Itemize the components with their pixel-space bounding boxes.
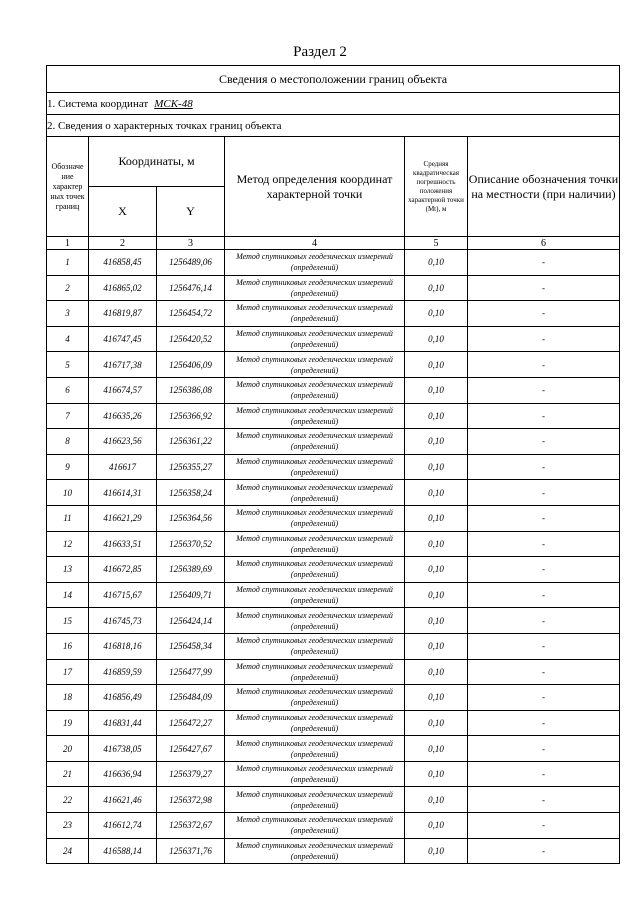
mean-error: 0,10 xyxy=(405,377,468,403)
table-row xyxy=(47,608,620,634)
section-title: Раздел 2 xyxy=(293,44,347,60)
coord-x: 416636,94 xyxy=(89,761,157,787)
description: - xyxy=(468,659,620,685)
method: Метод спутниковых геодезических измерений (определений) xyxy=(225,326,405,352)
method: Метод спутниковых геодезических измерений (определений) xyxy=(225,480,405,506)
point-number: 24 xyxy=(47,838,89,864)
coord-x: 416612,74 xyxy=(89,813,157,839)
method: Метод спутниковых геодезических измерений (определений) xyxy=(225,813,405,839)
coord-x: 416717,38 xyxy=(89,352,157,378)
point-number: 23 xyxy=(47,813,89,839)
method: Метод спутниковых геодезических измерений (определений) xyxy=(225,633,405,659)
coord-y: 1256477,99 xyxy=(157,659,225,685)
point-number: 13 xyxy=(47,557,89,583)
point-number: 7 xyxy=(47,403,89,429)
point-number: 18 xyxy=(47,685,89,711)
description: - xyxy=(468,582,620,608)
method: Метод спутниковых геодезических измерений (определений) xyxy=(225,250,405,276)
method: Метод спутниковых геодезических измерений (определений) xyxy=(225,838,405,864)
point-number: 2 xyxy=(47,275,89,301)
column-number: 3 xyxy=(157,237,225,250)
mean-error: 0,10 xyxy=(405,761,468,787)
table-title: Сведения о местоположении границ объекта xyxy=(47,66,620,93)
coord-y: 1256364,56 xyxy=(157,505,225,531)
point-number: 11 xyxy=(47,505,89,531)
coord-y: 1256389,69 xyxy=(157,557,225,583)
mean-error: 0,10 xyxy=(405,557,468,583)
table-row xyxy=(47,326,620,352)
table-row xyxy=(47,275,620,301)
description: - xyxy=(468,633,620,659)
description: - xyxy=(468,531,620,557)
coord-y: 1256361,22 xyxy=(157,429,225,455)
mean-error: 0,10 xyxy=(405,787,468,813)
point-number: 22 xyxy=(47,787,89,813)
table-row xyxy=(47,301,620,327)
description: - xyxy=(468,710,620,736)
point-number: 4 xyxy=(47,326,89,352)
mean-error: 0,10 xyxy=(405,429,468,455)
method: Метод спутниковых геодезических измерений (определений) xyxy=(225,352,405,378)
header-error: Средняя квадратическая погрешность положения характерной точки (Mt), м xyxy=(405,137,468,237)
mean-error: 0,10 xyxy=(405,710,468,736)
point-number: 20 xyxy=(47,736,89,762)
method: Метод спутниковых геодезических измерений (определений) xyxy=(225,685,405,711)
point-number: 15 xyxy=(47,608,89,634)
point-number: 8 xyxy=(47,429,89,455)
mean-error: 0,10 xyxy=(405,301,468,327)
point-number: 1 xyxy=(47,250,89,276)
coord-y: 1256420,52 xyxy=(157,326,225,352)
table-row xyxy=(47,377,620,403)
table-row xyxy=(47,736,620,762)
mean-error: 0,10 xyxy=(405,352,468,378)
description: - xyxy=(468,326,620,352)
coord-x: 416818,16 xyxy=(89,633,157,659)
method: Метод спутниковых геодезических измерений (определений) xyxy=(225,557,405,583)
mean-error: 0,10 xyxy=(405,275,468,301)
mean-error: 0,10 xyxy=(405,454,468,480)
table-row xyxy=(47,685,620,711)
table-row xyxy=(47,813,620,839)
point-number: 6 xyxy=(47,377,89,403)
point-number: 5 xyxy=(47,352,89,378)
column-numbers-row xyxy=(47,237,620,250)
point-number: 21 xyxy=(47,761,89,787)
description: - xyxy=(468,787,620,813)
description: - xyxy=(468,685,620,711)
header-description: Описание обозначения точки на местности (при наличии) xyxy=(468,137,620,237)
coord-y: 1256371,76 xyxy=(157,838,225,864)
table-row xyxy=(47,582,620,608)
column-number: 2 xyxy=(89,237,157,250)
method: Метод спутниковых геодезических измерений (определений) xyxy=(225,403,405,429)
description: - xyxy=(468,403,620,429)
table-row xyxy=(47,403,620,429)
description: - xyxy=(468,301,620,327)
points-heading: 2. Сведения о характерных точках границ объекта xyxy=(47,115,620,137)
mean-error: 0,10 xyxy=(405,608,468,634)
description: - xyxy=(468,377,620,403)
coord-y: 1256372,67 xyxy=(157,813,225,839)
coord-system-value: МСК-48 xyxy=(154,97,193,110)
table-row xyxy=(47,557,620,583)
point-number: 3 xyxy=(47,301,89,327)
mean-error: 0,10 xyxy=(405,505,468,531)
table-row xyxy=(47,710,620,736)
coord-x: 416614,31 xyxy=(89,480,157,506)
coord-x: 416747,45 xyxy=(89,326,157,352)
point-number: 10 xyxy=(47,480,89,506)
method: Метод спутниковых геодезических измерений (определений) xyxy=(225,787,405,813)
column-number: 1 xyxy=(47,237,89,250)
mean-error: 0,10 xyxy=(405,838,468,864)
coord-y: 1256427,67 xyxy=(157,736,225,762)
point-number: 14 xyxy=(47,582,89,608)
boundary-points-table xyxy=(46,65,620,864)
column-number: 5 xyxy=(405,237,468,250)
coord-y: 1256386,08 xyxy=(157,377,225,403)
coord-x: 416745,73 xyxy=(89,608,157,634)
column-number: 4 xyxy=(225,237,405,250)
method: Метод спутниковых геодезических измерений (определений) xyxy=(225,377,405,403)
point-number: 17 xyxy=(47,659,89,685)
method: Метод спутниковых геодезических измерений (определений) xyxy=(225,582,405,608)
table-row xyxy=(47,633,620,659)
method: Метод спутниковых геодезических измерений (определений) xyxy=(225,505,405,531)
table-row xyxy=(47,480,620,506)
coord-system-label: 1. Система координат xyxy=(47,97,149,110)
table-row xyxy=(47,352,620,378)
description: - xyxy=(468,454,620,480)
method: Метод спутниковых геодезических измерений (определений) xyxy=(225,301,405,327)
header-x: X xyxy=(89,187,157,237)
description: - xyxy=(468,505,620,531)
table-row xyxy=(47,531,620,557)
coord-y: 1256476,14 xyxy=(157,275,225,301)
mean-error: 0,10 xyxy=(405,531,468,557)
table-row xyxy=(47,787,620,813)
header-method: Метод определения координат характерной точки xyxy=(225,137,405,237)
mean-error: 0,10 xyxy=(405,250,468,276)
coord-y: 1256366,92 xyxy=(157,403,225,429)
method: Метод спутниковых геодезических измерений (определений) xyxy=(225,454,405,480)
coord-x: 416856,49 xyxy=(89,685,157,711)
header-coords: Координаты, м xyxy=(89,137,225,187)
coord-y: 1256355,27 xyxy=(157,454,225,480)
coord-x: 416715,67 xyxy=(89,582,157,608)
coord-y: 1256406,09 xyxy=(157,352,225,378)
coord-x: 416819,87 xyxy=(89,301,157,327)
coord-x: 416617 xyxy=(89,454,157,480)
point-number: 19 xyxy=(47,710,89,736)
description: - xyxy=(468,813,620,839)
description: - xyxy=(468,761,620,787)
coord-y: 1256424,14 xyxy=(157,608,225,634)
table-row xyxy=(47,429,620,455)
method: Метод спутниковых геодезических измерений (определений) xyxy=(225,761,405,787)
table-row xyxy=(47,838,620,864)
coord-x: 416738,05 xyxy=(89,736,157,762)
coord-x: 416623,56 xyxy=(89,429,157,455)
coord-y: 1256458,34 xyxy=(157,633,225,659)
coord-system-row xyxy=(47,93,620,115)
point-number: 9 xyxy=(47,454,89,480)
coord-y: 1256370,52 xyxy=(157,531,225,557)
description: - xyxy=(468,275,620,301)
table-row xyxy=(47,659,620,685)
header-y: Y xyxy=(157,187,225,237)
coord-x: 416621,29 xyxy=(89,505,157,531)
coord-x: 416672,85 xyxy=(89,557,157,583)
description: - xyxy=(468,608,620,634)
coord-x: 416633,51 xyxy=(89,531,157,557)
mean-error: 0,10 xyxy=(405,633,468,659)
table-row xyxy=(47,761,620,787)
point-number: 12 xyxy=(47,531,89,557)
table-row xyxy=(47,505,620,531)
coord-x: 416635,26 xyxy=(89,403,157,429)
column-number: 6 xyxy=(468,237,620,250)
mean-error: 0,10 xyxy=(405,685,468,711)
coord-y: 1256472,27 xyxy=(157,710,225,736)
table-row xyxy=(47,454,620,480)
coord-y: 1256358,24 xyxy=(157,480,225,506)
coord-y: 1256454,72 xyxy=(157,301,225,327)
table-row xyxy=(47,250,620,276)
description: - xyxy=(468,429,620,455)
mean-error: 0,10 xyxy=(405,659,468,685)
mean-error: 0,10 xyxy=(405,326,468,352)
coord-x: 416621,46 xyxy=(89,787,157,813)
coord-x: 416588,14 xyxy=(89,838,157,864)
description: - xyxy=(468,838,620,864)
description: - xyxy=(468,557,620,583)
method: Метод спутниковых геодезических измерений (определений) xyxy=(225,275,405,301)
coord-x: 416859,59 xyxy=(89,659,157,685)
coord-y: 1256484,09 xyxy=(157,685,225,711)
mean-error: 0,10 xyxy=(405,403,468,429)
header-point-id: Обозначе ние характер ных точек границ xyxy=(47,137,89,237)
point-number: 16 xyxy=(47,633,89,659)
coord-y: 1256489,06 xyxy=(157,250,225,276)
description: - xyxy=(468,352,620,378)
coord-y: 1256409,71 xyxy=(157,582,225,608)
description: - xyxy=(468,480,620,506)
coord-x: 416831,44 xyxy=(89,710,157,736)
method: Метод спутниковых геодезических измерений (определений) xyxy=(225,736,405,762)
coord-x: 416674,57 xyxy=(89,377,157,403)
coord-x: 416858,45 xyxy=(89,250,157,276)
method: Метод спутниковых геодезических измерений (определений) xyxy=(225,659,405,685)
method: Метод спутниковых геодезических измерений (определений) xyxy=(225,429,405,455)
description: - xyxy=(468,250,620,276)
method: Метод спутниковых геодезических измерений (определений) xyxy=(225,531,405,557)
method: Метод спутниковых геодезических измерений (определений) xyxy=(225,710,405,736)
mean-error: 0,10 xyxy=(405,480,468,506)
mean-error: 0,10 xyxy=(405,582,468,608)
method: Метод спутниковых геодезических измерений (определений) xyxy=(225,608,405,634)
mean-error: 0,10 xyxy=(405,736,468,762)
coord-y: 1256379,27 xyxy=(157,761,225,787)
mean-error: 0,10 xyxy=(405,813,468,839)
description: - xyxy=(468,736,620,762)
coord-y: 1256372,98 xyxy=(157,787,225,813)
coord-x: 416865,02 xyxy=(89,275,157,301)
